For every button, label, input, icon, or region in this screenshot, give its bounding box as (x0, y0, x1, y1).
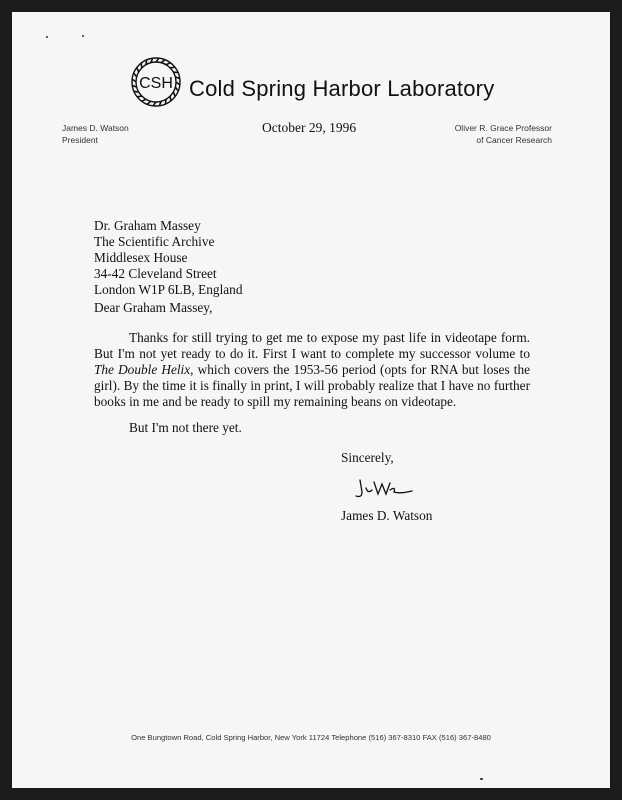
letterhead-right (455, 122, 552, 146)
recipient-street: 34-42 Cleveland Street (94, 266, 217, 281)
organization-name: Cold Spring Harbor Laboratory (189, 76, 495, 101)
recipient-address (94, 218, 242, 298)
helix-rung (175, 87, 178, 91)
professorship-line1: Oliver R. Grace Professor (454, 123, 552, 133)
recipient-building: Middlesex House (94, 250, 188, 265)
letterhead-footer: One Bungtown Road, Cold Spring Harbor, New York 11724 Telephone (516) 367-8310 FAX (516) 367-8480 (131, 733, 491, 742)
book-title: The Double Helix (94, 362, 191, 377)
helix-rung (165, 99, 166, 104)
helix-rung (134, 73, 137, 77)
letter-date: October 29, 1996 (262, 120, 357, 135)
recipient-name: Dr. Graham Massey (94, 218, 201, 233)
helix-rung (137, 68, 139, 72)
helix-rung (137, 96, 142, 97)
helix-rung (146, 60, 147, 65)
signature (350, 474, 420, 502)
letterhead-left (62, 122, 129, 146)
helix-rung (166, 63, 170, 65)
professorship-line2: of Cancer Research (476, 135, 552, 145)
paper-speck (82, 35, 84, 37)
helix-rung (142, 99, 146, 101)
helix-rung (161, 60, 165, 63)
body-paragraph-2: But I'm not there yet. (129, 420, 242, 435)
closing: Sincerely, (341, 450, 394, 465)
president-name: James D. Watson (62, 123, 129, 133)
president-title: President (62, 135, 98, 145)
csh-logo (124, 50, 188, 114)
body-text-a: Thanks for still trying to get me to expose my past life in videotape form. But I'm not yet ready to do it. First I want to complete my successor volume to (94, 330, 530, 361)
helix-rung (147, 101, 151, 104)
helix-rung (173, 92, 175, 96)
signer-name: James D. Watson (341, 508, 433, 523)
salutation: Dear Graham Massey, (94, 300, 213, 315)
helix-rung (170, 67, 175, 68)
body-text-b: , which covers the 1953-56 period (opts for RNA but loses the girl). By the time it is finally in print, I will probably realize that I have no further books in me and be ready to spill my remaining beans on videotape. (94, 362, 530, 409)
paper-speck (46, 36, 48, 38)
logo-text: CSH (139, 75, 173, 92)
helix-rung (173, 72, 178, 73)
letter-page (12, 12, 610, 788)
helix-rung (134, 91, 139, 92)
helix-rung (141, 63, 142, 68)
recipient-city: London W1P 6LB, England (94, 282, 243, 297)
recipient-org: The Scientific Archive (94, 234, 215, 249)
helix-rung (170, 96, 171, 101)
paper-speck (480, 778, 483, 780)
body-paragraph-1 (94, 330, 530, 410)
